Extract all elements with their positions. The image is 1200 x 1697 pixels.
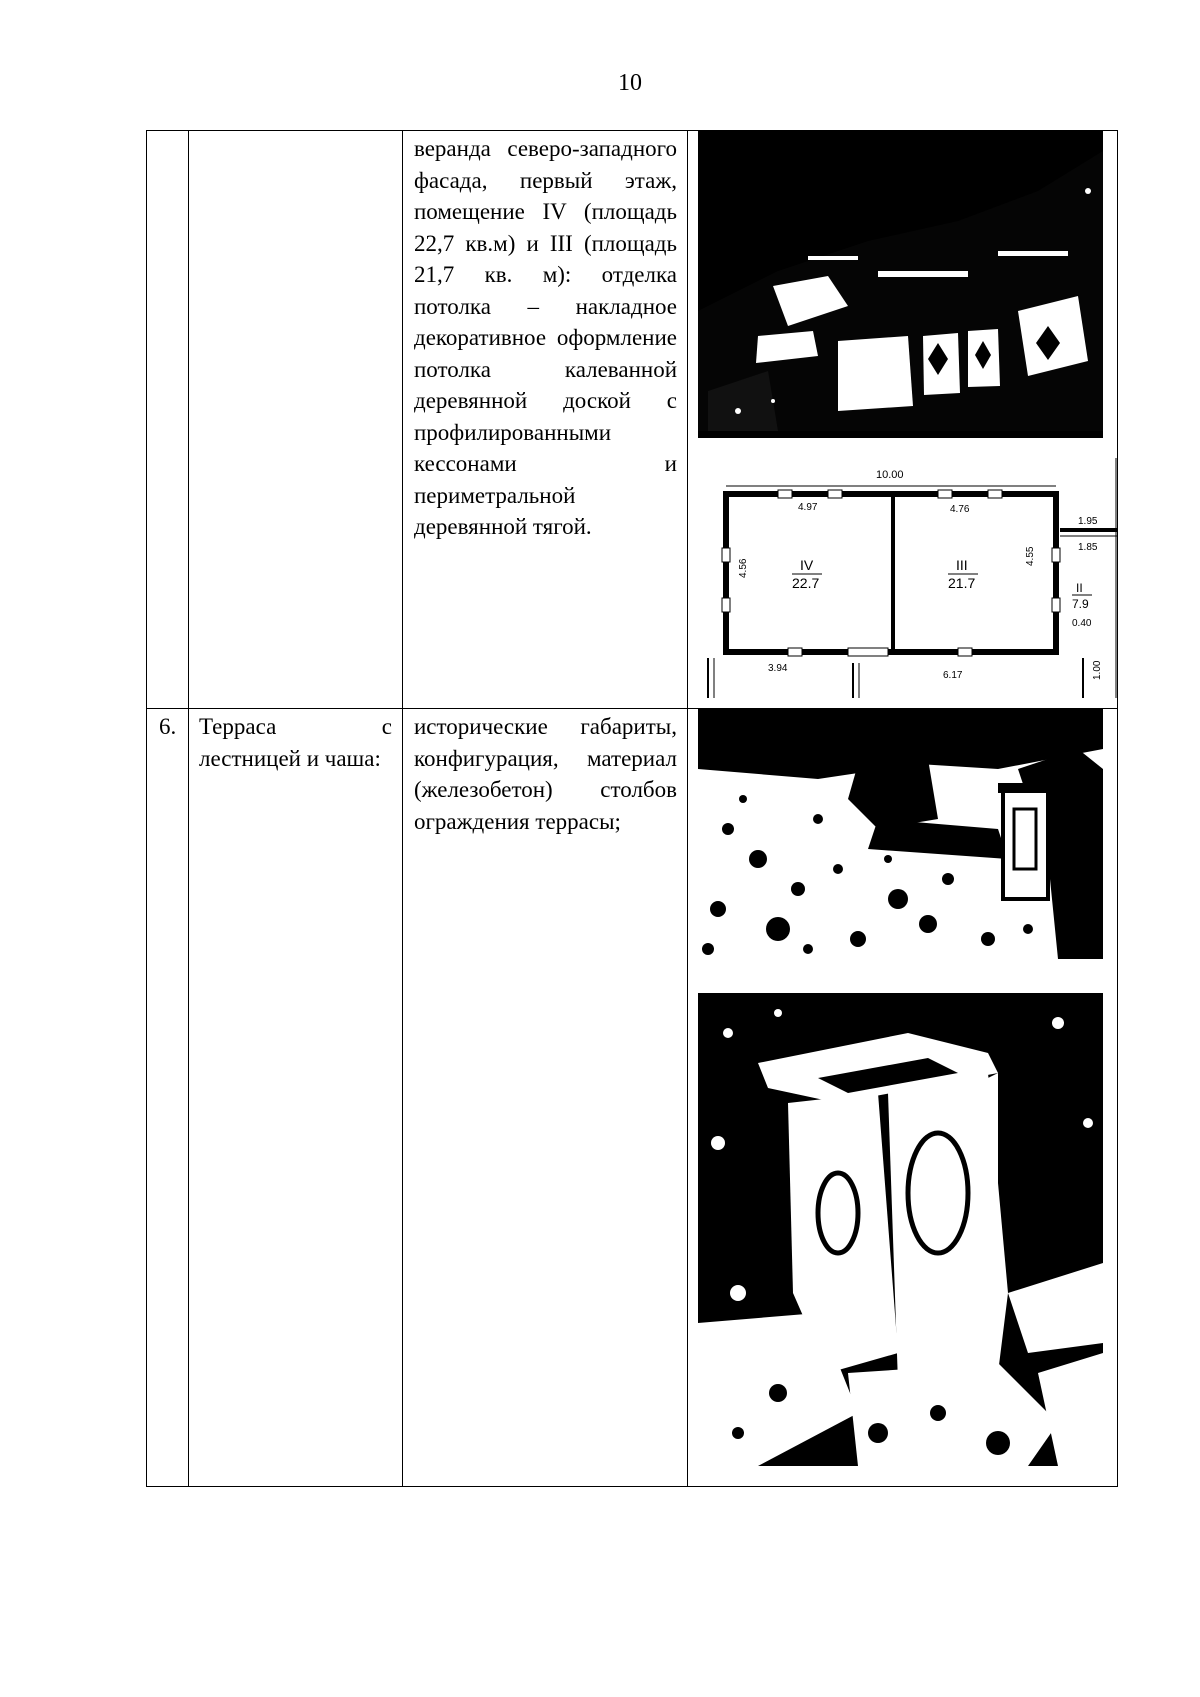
plan-dim-top-left: 4.97 — [798, 502, 818, 513]
table-row — [147, 131, 1118, 709]
row-name-cell — [189, 709, 403, 1487]
plan-small-room-area: 7.9 — [1072, 597, 1089, 611]
plan-room-a-area: 22.7 — [792, 575, 820, 591]
page-number: 10 — [618, 70, 642, 96]
plan-dim-right-2: 1.85 — [1078, 542, 1098, 553]
row-number-cell — [147, 131, 189, 709]
row-image-cell — [688, 709, 1118, 1487]
table-row — [147, 709, 1118, 1487]
row-description-cell — [403, 709, 688, 1487]
plan-room-a-number: IV — [800, 557, 814, 573]
plan-dim-right-1: 1.95 — [1078, 516, 1098, 527]
row-description: веранда северо-западного фасада, первый этаж, помещение IV (площадь 22,7 кв.м) и III (площадь 21,7 кв. м): отделка потолка – накладное декоративное оформление потолка калеванной деревянной доской с профилированными кессонами и периметральной деревянной тягой. — [414, 136, 677, 539]
plan-dim-right-3: 0.40 — [1072, 618, 1092, 629]
terrace-post-photo — [688, 709, 1117, 959]
plan-total-width: 10.00 — [876, 469, 904, 481]
protected-items-table — [146, 130, 1118, 1487]
row-image-cell — [688, 131, 1118, 709]
plan-dim-bottom-right: 6.17 — [943, 670, 963, 681]
row-number: 6. — [159, 714, 177, 739]
row-name-cell — [189, 131, 403, 709]
plan-dim-top-right: 4.76 — [950, 504, 970, 515]
row-number-cell — [147, 709, 189, 1487]
bowl-photo — [688, 959, 1117, 1466]
row-description: исторические габариты, конфигурация, материал (железобетон) столбов ограждения террасы; — [414, 714, 677, 834]
row-name: Терраса с лестницей и чаша: — [199, 714, 392, 771]
plan-dim-right-height: 4.55 — [1025, 546, 1036, 566]
plan-small-room-number: II — [1076, 581, 1083, 595]
plan-dim-bottom-left: 3.94 — [768, 663, 788, 674]
plan-dim-left-height: 4.56 — [738, 558, 749, 578]
plan-room-b-area: 21.7 — [948, 575, 976, 591]
plan-room-b-number: III — [956, 557, 968, 573]
row-number — [147, 131, 188, 133]
veranda-ceiling-photo — [688, 131, 1117, 438]
row-description-cell — [403, 131, 688, 709]
floor-plan — [688, 438, 1117, 698]
row-name — [189, 131, 402, 133]
plan-dim-right-4: 1.00 — [1092, 660, 1103, 680]
